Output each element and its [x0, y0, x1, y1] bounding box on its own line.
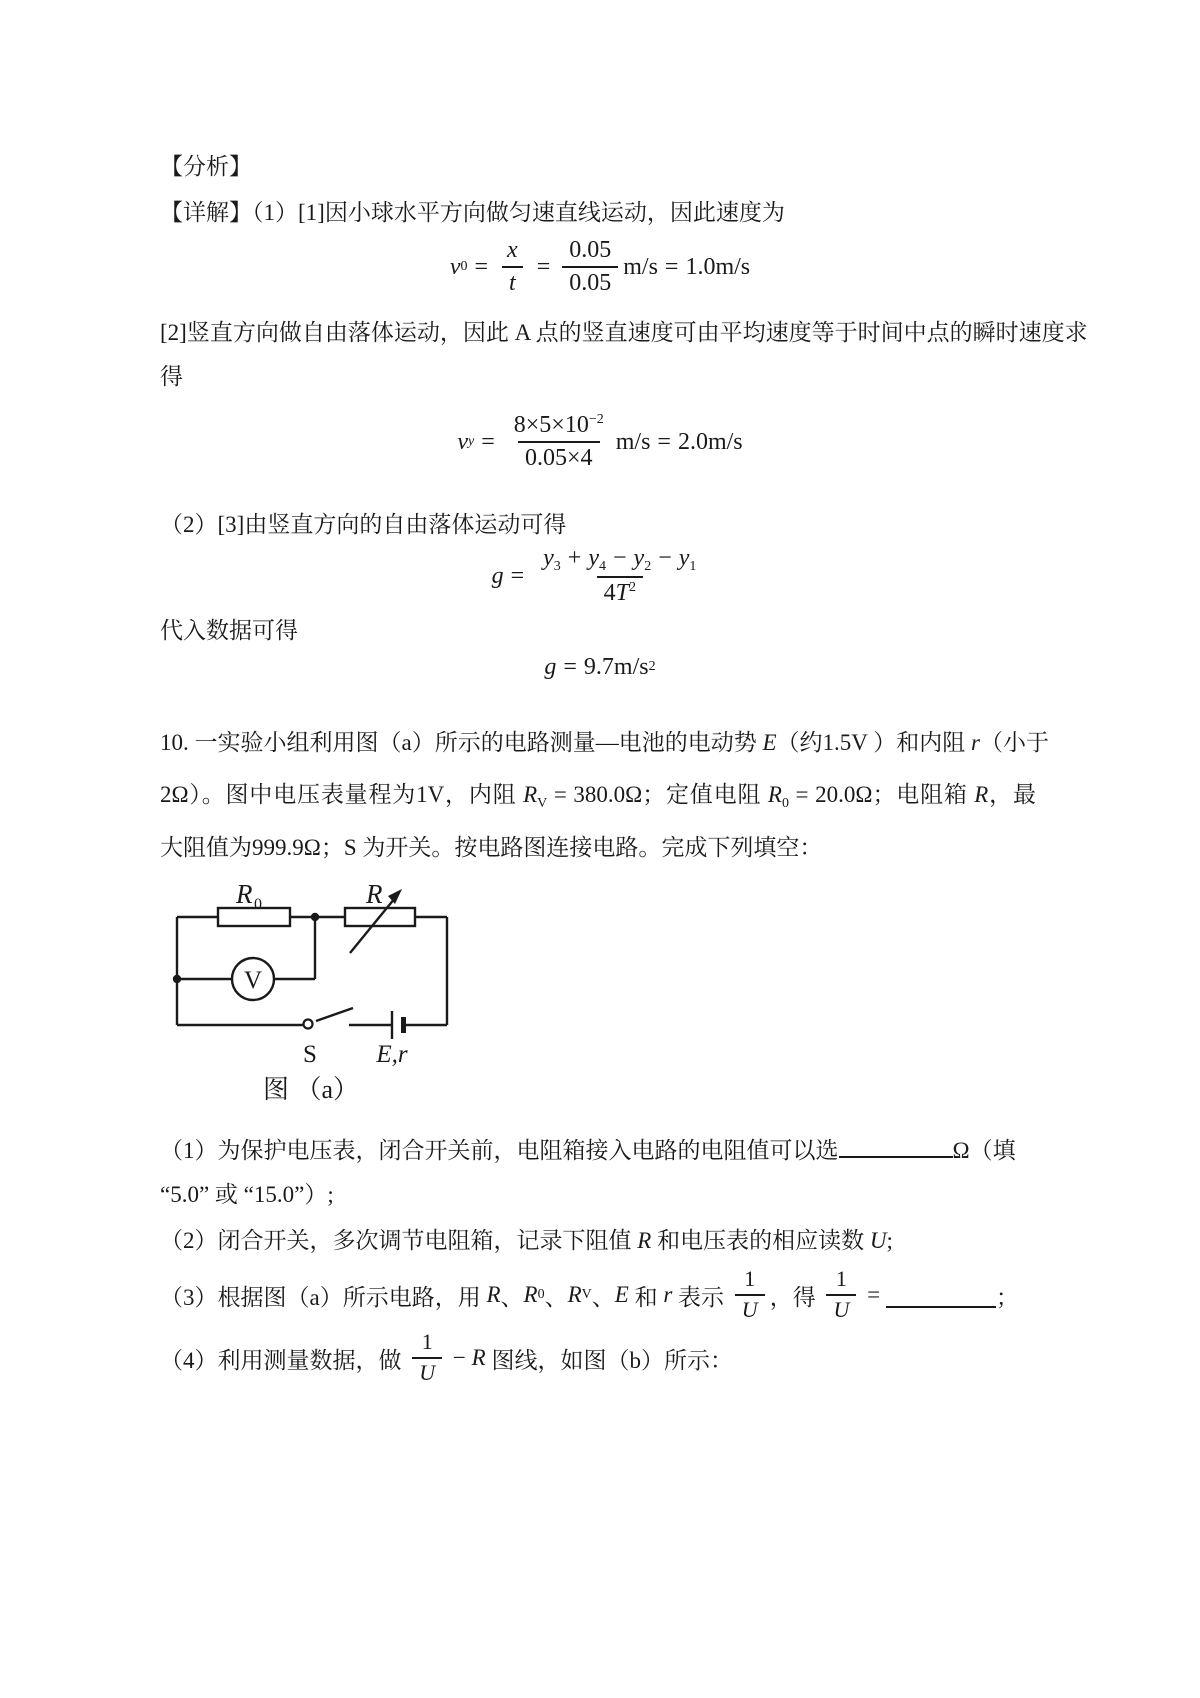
math-variable-RV: R: [523, 782, 538, 807]
math-variable: v: [449, 253, 461, 280]
math-variable-U: U: [869, 1228, 887, 1253]
math-variable-E: E: [762, 730, 777, 755]
math-variable: y: [678, 544, 690, 571]
question-4: [160, 1326, 733, 1390]
fraction-denominator: [597, 576, 643, 607]
figure-caption: 图 （a）: [262, 1075, 360, 1104]
fraction: [536, 545, 703, 608]
math-result: 2.0m/s: [677, 428, 743, 455]
math-variable-R: R: [637, 1228, 652, 1253]
fraction-numerator: [507, 412, 611, 441]
math-variable: y: [633, 544, 645, 571]
math-subscript: 1: [689, 558, 697, 574]
question-2: [160, 1226, 893, 1256]
detail-part2: （2）[3]由竖直方向的自由落体运动可得: [160, 512, 567, 537]
switch-lever: [316, 1008, 353, 1021]
battery-label: E,r: [376, 1041, 408, 1068]
label-R: R: [366, 879, 383, 909]
question-10-line1: [160, 728, 1049, 758]
circuit-wires: [177, 908, 447, 1039]
math-subscript: 0: [460, 259, 468, 274]
math-variable-R0: R: [523, 1282, 538, 1307]
fraction-denominator: 0.05: [562, 266, 618, 297]
fill-in-blank: [886, 1282, 996, 1308]
equals-sign: =: [563, 653, 577, 680]
equals-sign: =: [536, 253, 551, 280]
equals-sign: =: [861, 1282, 886, 1307]
fraction: [507, 412, 611, 472]
math-variable-r: r: [970, 730, 980, 755]
math-subscript: 0: [781, 796, 789, 811]
question-text: （1）为保护电压表，闭合开关前，电阻箱接入电路的电阻值可以选: [160, 1138, 839, 1163]
switch-label: S: [303, 1041, 317, 1068]
equals-sign: =: [657, 428, 671, 455]
fraction-denominator: U: [412, 1357, 442, 1386]
fraction-numerator: 1: [835, 1266, 847, 1292]
math-unit: m/s: [615, 428, 651, 455]
junction-dot: [173, 975, 181, 983]
fraction-numerator: 1: [421, 1329, 433, 1355]
math-unit: m/s: [623, 253, 658, 280]
formula-vy: [160, 408, 1040, 476]
question-text: （约1.5V ）和内阻: [776, 730, 971, 755]
question-text: 表示: [672, 1284, 730, 1310]
math-result: 1.0m/s: [685, 253, 751, 280]
label-R0-sub: 0: [254, 896, 262, 913]
question-10-line3: 大阻值为999.9Ω；S 为开关。按电路图连接电路。完成下列填空：: [160, 835, 823, 860]
separator: 、: [544, 1284, 568, 1310]
fraction-1-over-U: [412, 1330, 442, 1385]
math-variable: g: [544, 653, 557, 680]
fraction: [500, 237, 525, 297]
math-subscript: 3: [553, 558, 561, 574]
math-variable-r: r: [663, 1282, 673, 1307]
fraction: [562, 237, 618, 297]
question-text: 图线，如图（b）所示：: [485, 1347, 733, 1373]
question-text: （4）利用测量数据，做: [160, 1347, 408, 1373]
rheostat-arrowhead: [388, 889, 402, 904]
question-text: 和: [628, 1284, 664, 1310]
question-text: 10. 一实验小组利用图（a）所示的电路测量—电池的电动势: [160, 730, 763, 755]
question-text: Ω（填: [952, 1138, 1016, 1163]
question-1-line1: [160, 1132, 1016, 1166]
detail-intro: 【详解】（1）[1]因小球水平方向做匀速直线运动，因此速度为: [160, 200, 785, 225]
math-variable: y: [588, 544, 599, 571]
junction-dot: [311, 913, 319, 921]
switch-contact: [304, 1020, 313, 1029]
math-subscript: 2: [644, 558, 652, 574]
formula-g-result: [160, 650, 1040, 684]
math-result: 9.7m/s: [583, 653, 649, 680]
question-text: （小于: [979, 730, 1049, 755]
math-superscript: 2: [628, 580, 636, 596]
math-subscript: V: [581, 1287, 592, 1302]
math-subscript: V: [537, 796, 548, 811]
question-text: ，得: [769, 1284, 822, 1310]
question-text: ；: [995, 1284, 1019, 1310]
question-3: [160, 1264, 1019, 1326]
fill-in-blank: [839, 1132, 953, 1158]
separator: 、: [591, 1284, 615, 1310]
fraction-numerator: [536, 545, 703, 577]
question-10-line2: [160, 780, 1036, 819]
math-subscript: 0: [537, 1287, 545, 1302]
math-variable-R: R: [486, 1282, 501, 1307]
question-text: = 380.0Ω；定值电阻: [547, 782, 768, 807]
equals-sign: =: [474, 253, 489, 280]
detail-vertical-line2: 得: [160, 364, 183, 389]
math-subscript: 4: [599, 558, 606, 574]
fraction-1-over-U: [735, 1267, 765, 1322]
fraction-denominator: U: [826, 1294, 856, 1323]
fraction-denominator: 0.05×4: [518, 441, 600, 472]
plus-sign: +: [567, 544, 582, 571]
label-R0: R: [236, 879, 253, 909]
math-subscript: y: [467, 434, 475, 449]
equals-sign: =: [510, 562, 525, 589]
question-text: ;: [886, 1228, 893, 1253]
circuit-diagram: [150, 865, 470, 1115]
math-variable-RV: R: [567, 1282, 582, 1307]
question-text: = 20.0Ω；电阻箱: [788, 782, 975, 807]
equals-sign: =: [481, 428, 495, 455]
question-1-line2: “5.0” 或 “15.0”）;: [160, 1182, 334, 1207]
formula-g: [160, 544, 1040, 608]
question-text: ，最: [988, 782, 1037, 807]
fraction-denominator: t: [502, 266, 523, 297]
fraction-numerator: x: [507, 237, 518, 264]
math-superscript: 2: [648, 659, 656, 674]
question-text: 2Ω）。图中电压表量程为1V，内阻: [160, 782, 524, 807]
minus-sign: −: [447, 1345, 472, 1370]
detail-substitute: 代入数据可得: [160, 618, 298, 643]
fraction-numerator: 0.05: [569, 237, 612, 264]
math-variable: y: [543, 544, 554, 571]
math-number: 8×5×10: [513, 412, 589, 439]
math-variable-R: R: [974, 782, 989, 807]
math-variable-R: R: [471, 1345, 486, 1370]
question-text: 和电压表的相应读数: [651, 1228, 870, 1253]
voltmeter-label: V: [243, 967, 263, 994]
question-text: （3）根据图（a）所示电路，用: [160, 1284, 487, 1310]
math-variable: v: [457, 428, 468, 455]
math-variable-E: E: [614, 1282, 629, 1307]
equals-sign: =: [664, 253, 679, 280]
minus-sign: −: [613, 544, 627, 571]
detail-vertical-line1: [2]竖直方向做自由落体运动，因此 A 点的竖直速度可由平均速度等于时间中点的瞬时速度求: [160, 320, 1088, 345]
analysis-header: 【分析】: [160, 154, 252, 179]
fraction-1-over-U: [826, 1267, 856, 1322]
math-number: 4: [603, 580, 616, 607]
math-variable-R0: R: [767, 782, 782, 807]
separator: 、: [500, 1284, 524, 1310]
question-text: （2）闭合开关，多次调节电阻箱，记录下阻值: [160, 1228, 638, 1253]
math-superscript: −2: [588, 412, 604, 428]
formula-v0: [160, 238, 1040, 296]
fraction-numerator: 1: [744, 1266, 756, 1292]
math-variable: g: [491, 562, 504, 589]
fraction-denominator: U: [735, 1294, 765, 1323]
minus-sign: −: [658, 544, 672, 571]
math-variable: T: [615, 580, 629, 607]
